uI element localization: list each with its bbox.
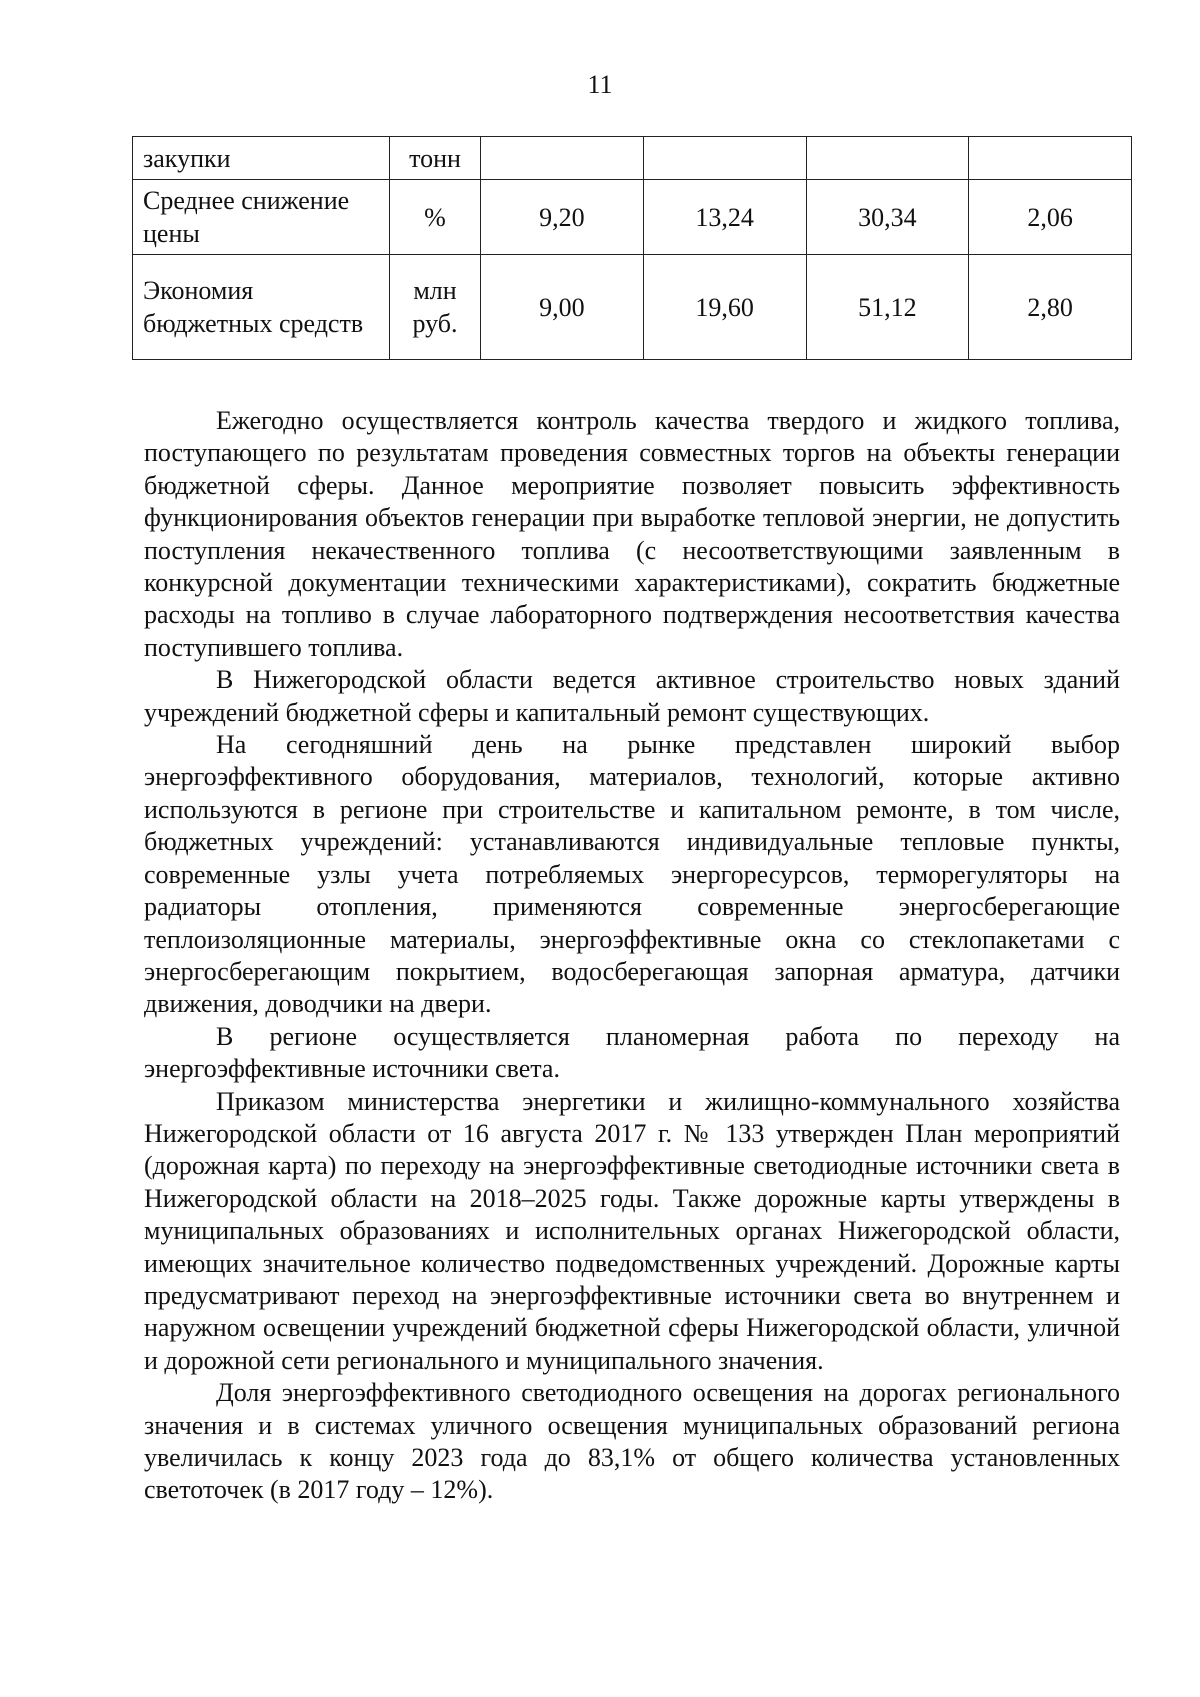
paragraph-ministry-order: Приказом министерства энергетики и жилищно-коммунального хозяйства Нижегородской области от 16 августа 2017 г. № 133 утвержден План мероприятий (дорожная карта) по переходу на энергоэффективные светодиодные источники света в Нижегородской области на 2018–2025 годы. Также дорожные карты утверждены в муниципальных образованиях и исполнительных органах Нижегородской области, имеющих значительное количество подведомственных учреждений. Дорожные карты предусматривают переход на энергоэффективные источники света во внутреннем и наружном освещении учреждений бюджетной сферы Нижегородской области, уличной и дорожной сети регионального и муниципального значения. [144, 1086, 1120, 1375]
table-row [133, 255, 1132, 360]
paragraph-fuel-quality-control: Ежегодно осуществляется контроль качества твердого и жидкого топлива, поступающего по результатам проведения совместных торгов на объекты генерации бюджетной сферы. Данное мероприятие позволяет повысить эффективность функционирования объектов генерации при выработке тепловой энергии, не допустить поступления некачественного топлива (с несоответствующими заявленным в конкурсной документации техническими характеристиками), сократить бюджетные расходы на топливо в случае лабораторного подтверждения несоответствия качества поступившего топлива. [144, 406, 1120, 662]
value-cell: 30,34 [806, 180, 969, 255]
table-row [133, 180, 1132, 255]
data-table [132, 136, 1132, 360]
value-cell: 2,80 [969, 255, 1132, 360]
value-cell: 19,60 [643, 255, 806, 360]
value-cell: 13,24 [643, 180, 806, 255]
unit-cell: тонн [390, 137, 481, 180]
value-cell: 51,12 [806, 255, 969, 360]
unit-cell: млн руб. [390, 255, 481, 360]
value-cell [481, 137, 644, 180]
page-number: 11 [587, 70, 613, 99]
value-cell [643, 137, 806, 180]
unit-cell: % [390, 180, 481, 255]
value-cell [969, 137, 1132, 180]
row-name-cell: Экономия бюджетных средств [133, 255, 390, 360]
value-cell: 9,20 [481, 180, 644, 255]
table-row [133, 137, 1132, 180]
paragraph-led-lighting-share: Доля энергоэффективного светодиодного освещения на дорогах регионального значения и в системах уличного освещения муниципальных образований региона увеличилась к концу 2023 года до 83,1% от общего количества установленных светоточек (в 2017 году – 12%). [144, 1378, 1120, 1505]
paragraph-construction: В Нижегородской области ведется активное строительство новых зданий учреждений бюджетной сферы и капитальный ремонт существующих. [144, 665, 1120, 727]
value-cell [806, 137, 969, 180]
paragraph-energy-efficient-equipment: На сегодняшний день на рынке представлен широкий выбор энергоэффективного оборудования, материалов, технологий, которые активно используются в регионе при строительстве и капитальном ремонте, в том числе, бюджетных учреждений: устанавливаются индивидуальные тепловые пункты, современные узлы учета потребляемых энергоресурсов, терморегуляторы на радиаторы отопления, применяются современные энергосберегающие теплоизоляционные материалы, энергоэффективные окна со стеклопакетами с энергосберегающим покрытием, водосберегающая запорная арматура, датчики движения, доводчики на двери. [144, 730, 1120, 1019]
row-name-cell: Среднее снижение цены [133, 180, 390, 255]
paragraph-light-sources-transition: В регионе осуществляется планомерная работа по переходу на энергоэффективные источники света. [144, 1021, 1120, 1084]
value-cell: 9,00 [481, 255, 644, 360]
value-cell: 2,06 [969, 180, 1132, 255]
body-text [144, 405, 1120, 1507]
row-name-cell: закупки [133, 137, 390, 180]
